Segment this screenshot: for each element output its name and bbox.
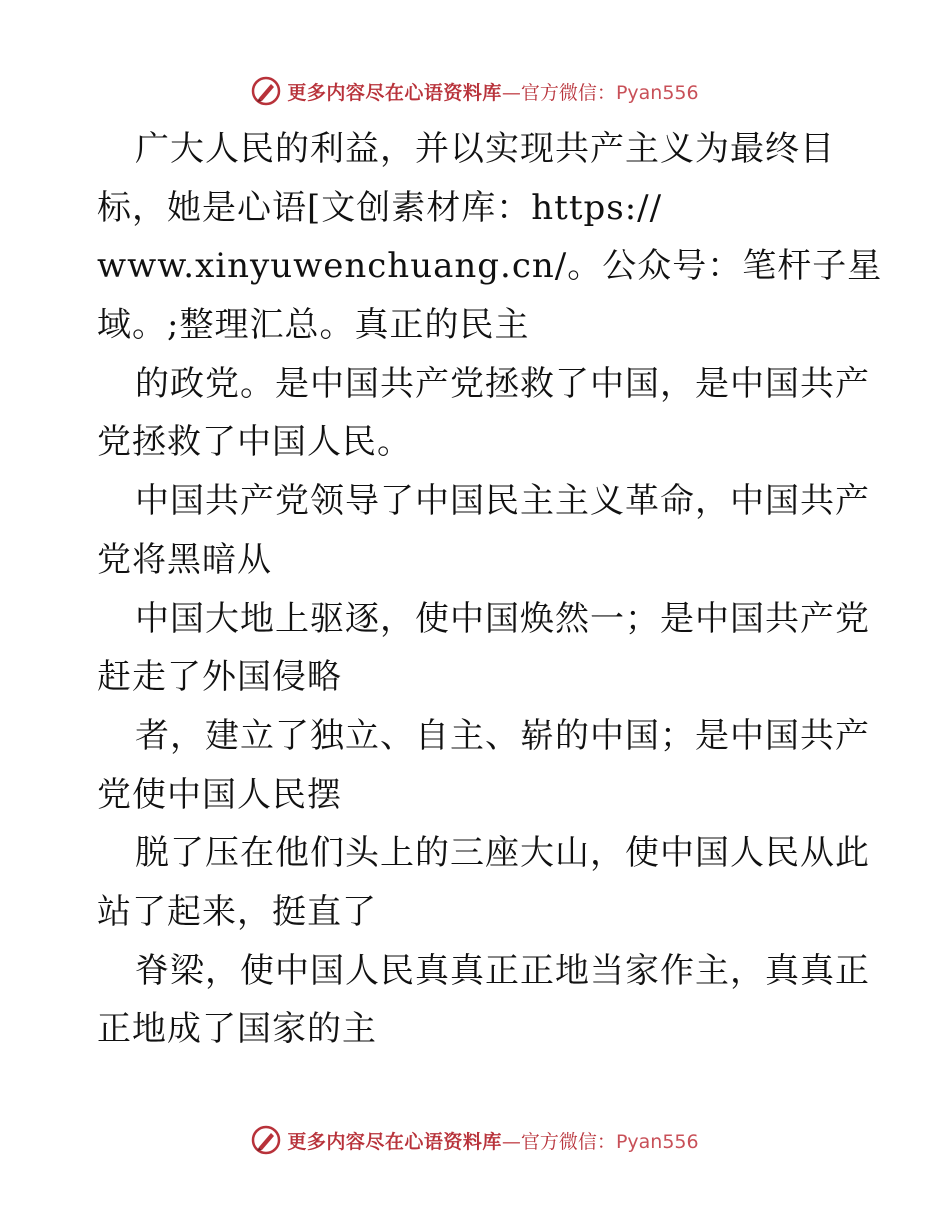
- footer-main-text: 更多内容尽在心语资料库: [287, 1130, 502, 1153]
- body-line: 赶走了外国侵略: [97, 657, 342, 698]
- pen-logo-icon: [251, 1125, 281, 1155]
- body-line: 脱了压在他们头上的三座大山，使中国人民从此: [135, 833, 870, 874]
- body-line: 的政党。是中国共产党拯救了中国，是中国共产: [135, 363, 870, 404]
- body-line: 域。;整理汇总。真正的民主: [97, 305, 530, 346]
- body-line: www.xinyuwenchuang.cn/。公众号：笔杆子星: [97, 246, 883, 287]
- header-main-text: 更多内容尽在心语资料库: [287, 81, 502, 104]
- document-body: [97, 120, 883, 1059]
- pen-logo-icon: [251, 76, 281, 106]
- body-line: 中国大地上驱逐，使中国焕然一；是中国共产党: [135, 598, 870, 639]
- footer-dash: —: [501, 1130, 521, 1153]
- header-wechat-id: Pyan556: [615, 81, 699, 104]
- header-text: [287, 78, 698, 105]
- header-wechat-label: 官方微信：: [520, 81, 616, 104]
- footer-wechat-label: 官方微信：: [520, 1130, 616, 1153]
- body-line: 正地成了国家的主: [97, 1009, 377, 1050]
- footer-wechat-id: Pyan556: [615, 1130, 699, 1153]
- body-line: 党使中国人民摆: [97, 774, 342, 815]
- footer-text: [287, 1127, 698, 1154]
- body-line: 广大人民的利益，并以实现共产主义为最终目: [135, 129, 835, 169]
- body-line: 标，她是心语[文创素材库：https://: [97, 187, 663, 228]
- body-line: 站了起来，挺直了: [97, 891, 377, 932]
- body-line: 者，建立了独立、自主、崭的中国；是中国共产: [135, 715, 870, 756]
- body-line: 中国共产党领导了中国民主主义革命，中国共产: [135, 481, 870, 522]
- body-line: 脊梁，使中国人民真真正正地当家作主，真真正: [135, 950, 870, 991]
- body-line: 党拯救了中国人民。: [97, 422, 412, 463]
- footer-banner: [0, 1120, 950, 1160]
- header-banner: [0, 71, 950, 111]
- header-dash: —: [501, 81, 521, 104]
- body-line: 党将黑暗从: [97, 539, 272, 580]
